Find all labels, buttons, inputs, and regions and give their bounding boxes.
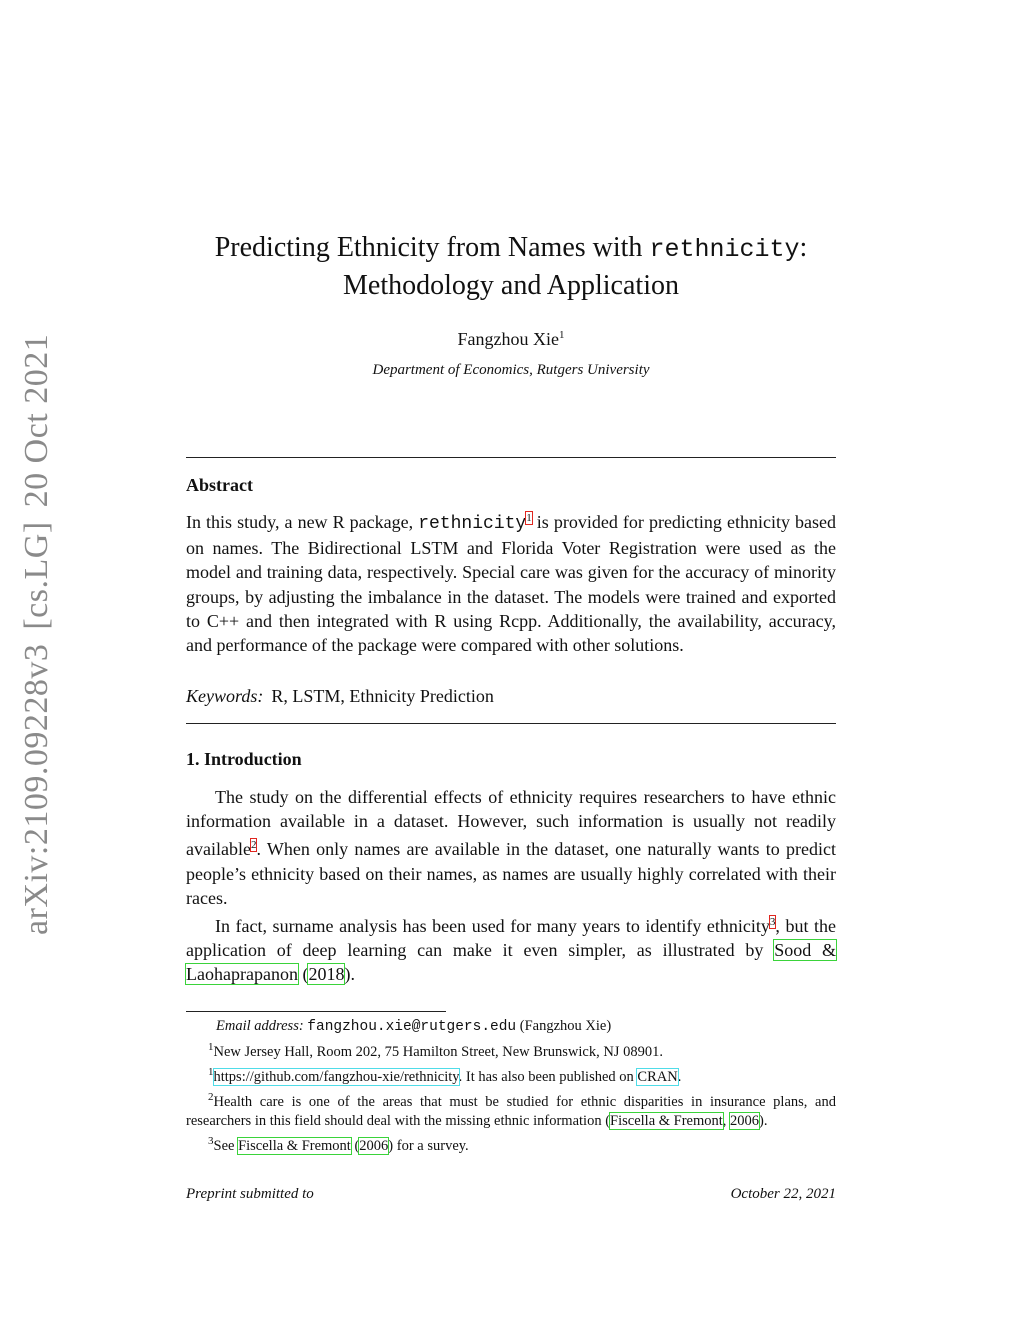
intro-paragraph: The study on the differential effects of ethnicity requires researchers to have ethnic information available in a dataset. However, such information is usually not readily available$^2$. When only names are available in the dataset, one naturally wants to predict people’s ethnicity based on their names, as names are usually highly correlated with their races. xyxy=(186,787,836,908)
citation-link-sood-year[interactable]: 2018 xyxy=(308,964,345,985)
keywords-values: R, LSTM, Ethnicity Prediction xyxy=(271,686,494,706)
abstract-heading: Abstract xyxy=(186,475,253,495)
footnote-1: $^1$https://github.com/fangzhou-xie/rethnicity. It has also been published on CRAN. xyxy=(208,1065,682,1085)
footnote-author-address: $^1$New Jersey Hall, Room 202, 75 Hamilton Street, New Brunswick, NJ 08901. xyxy=(208,1041,663,1060)
citation-link-sood[interactable]: Sood & Laohaprapanon xyxy=(186,940,836,985)
abstract-top-rule xyxy=(186,457,836,458)
intro-paragraph: In fact, surname analysis has been used for many years to identify ethnicity$^3$, but the application of deep learning can make it even simpler, as illustrated by Sood & Laohaprapanon (2018). xyxy=(186,916,836,985)
keywords xyxy=(186,686,494,707)
abstract-text: In this study, a new R package, rethnicity$^1$ is provided for predicting ethnicity based on names. The Bidirectional LSTM and Florida Voter Registration were used as the model and training data, respectively. Special care was given for the accuracy of minority groups, by adjusting the imbalance in the dataset. The models were trained and exported to C++ and then integrated with R using Rcpp. Additionally, the availability, accuracy, and performance of the package were compared with other solutions. xyxy=(186,512,837,656)
citation-link-fiscella-survey-year[interactable]: 2006 xyxy=(359,1138,389,1155)
introduction-body xyxy=(186,785,836,987)
footnote-2: $^2$Health care is one of the areas that must be studied for ethnic disparities in insurance plans, and researchers in this field should deal with the missing ethnic information (Fiscella & Fremont, 2006). xyxy=(186,1090,836,1130)
citation-link-fiscella[interactable]: Fiscella & Fremont xyxy=(610,1113,723,1130)
arxiv-sidebar-stamp xyxy=(18,335,58,935)
arxiv-id: arXiv:2109.09228v3 xyxy=(18,643,55,935)
author xyxy=(186,329,836,350)
arxiv-category: [cs.LG] xyxy=(18,521,55,630)
footnote-link-3[interactable]: 3 xyxy=(769,916,776,929)
footer-preprint: Preprint submitted to xyxy=(186,1186,314,1202)
section-heading: 1. Introduction xyxy=(186,749,302,769)
footnote-link-2[interactable]: 2 xyxy=(250,839,257,852)
author-mark: 1 xyxy=(558,329,565,341)
page-footer xyxy=(186,1186,836,1203)
footnote-rule xyxy=(186,1011,446,1012)
author-name: Fangzhou Xie xyxy=(457,329,559,349)
cran-link[interactable]: CRAN xyxy=(637,1068,678,1085)
keywords-label: Keywords: xyxy=(186,686,264,706)
abstract-bottom-rule xyxy=(186,723,836,724)
paper-title: Predicting Ethnicity from Names with rethnicity: Methodology and Application xyxy=(214,232,808,301)
footer-date: October 22, 2021 xyxy=(730,1186,836,1202)
footnote-3: $^3$See Fiscella & Fremont (2006) for a survey. xyxy=(208,1135,469,1155)
citation-link-fiscella-year[interactable]: 2006 xyxy=(730,1113,760,1130)
title-code: rethnicity xyxy=(649,235,800,264)
email-address: fangzhou.xie@rutgers.edu xyxy=(307,1019,517,1035)
abstract-code: rethnicity xyxy=(418,514,527,534)
footnote-link-1[interactable]: 1 xyxy=(526,512,532,524)
arxiv-date: 20 Oct 2021 xyxy=(18,333,55,508)
affiliation: Department of Economics, Rutgers University xyxy=(372,362,650,378)
footnotes xyxy=(186,1016,836,1156)
citation-link-fiscella-survey[interactable]: Fiscella & Fremont xyxy=(238,1138,351,1155)
github-url-link[interactable]: https://github.com/fangzhou-xie/rethnicity xyxy=(213,1068,459,1085)
footnote-email: Email address: fangzhou.xie@rutgers.edu (Fangzhou Xie) xyxy=(216,1018,612,1035)
